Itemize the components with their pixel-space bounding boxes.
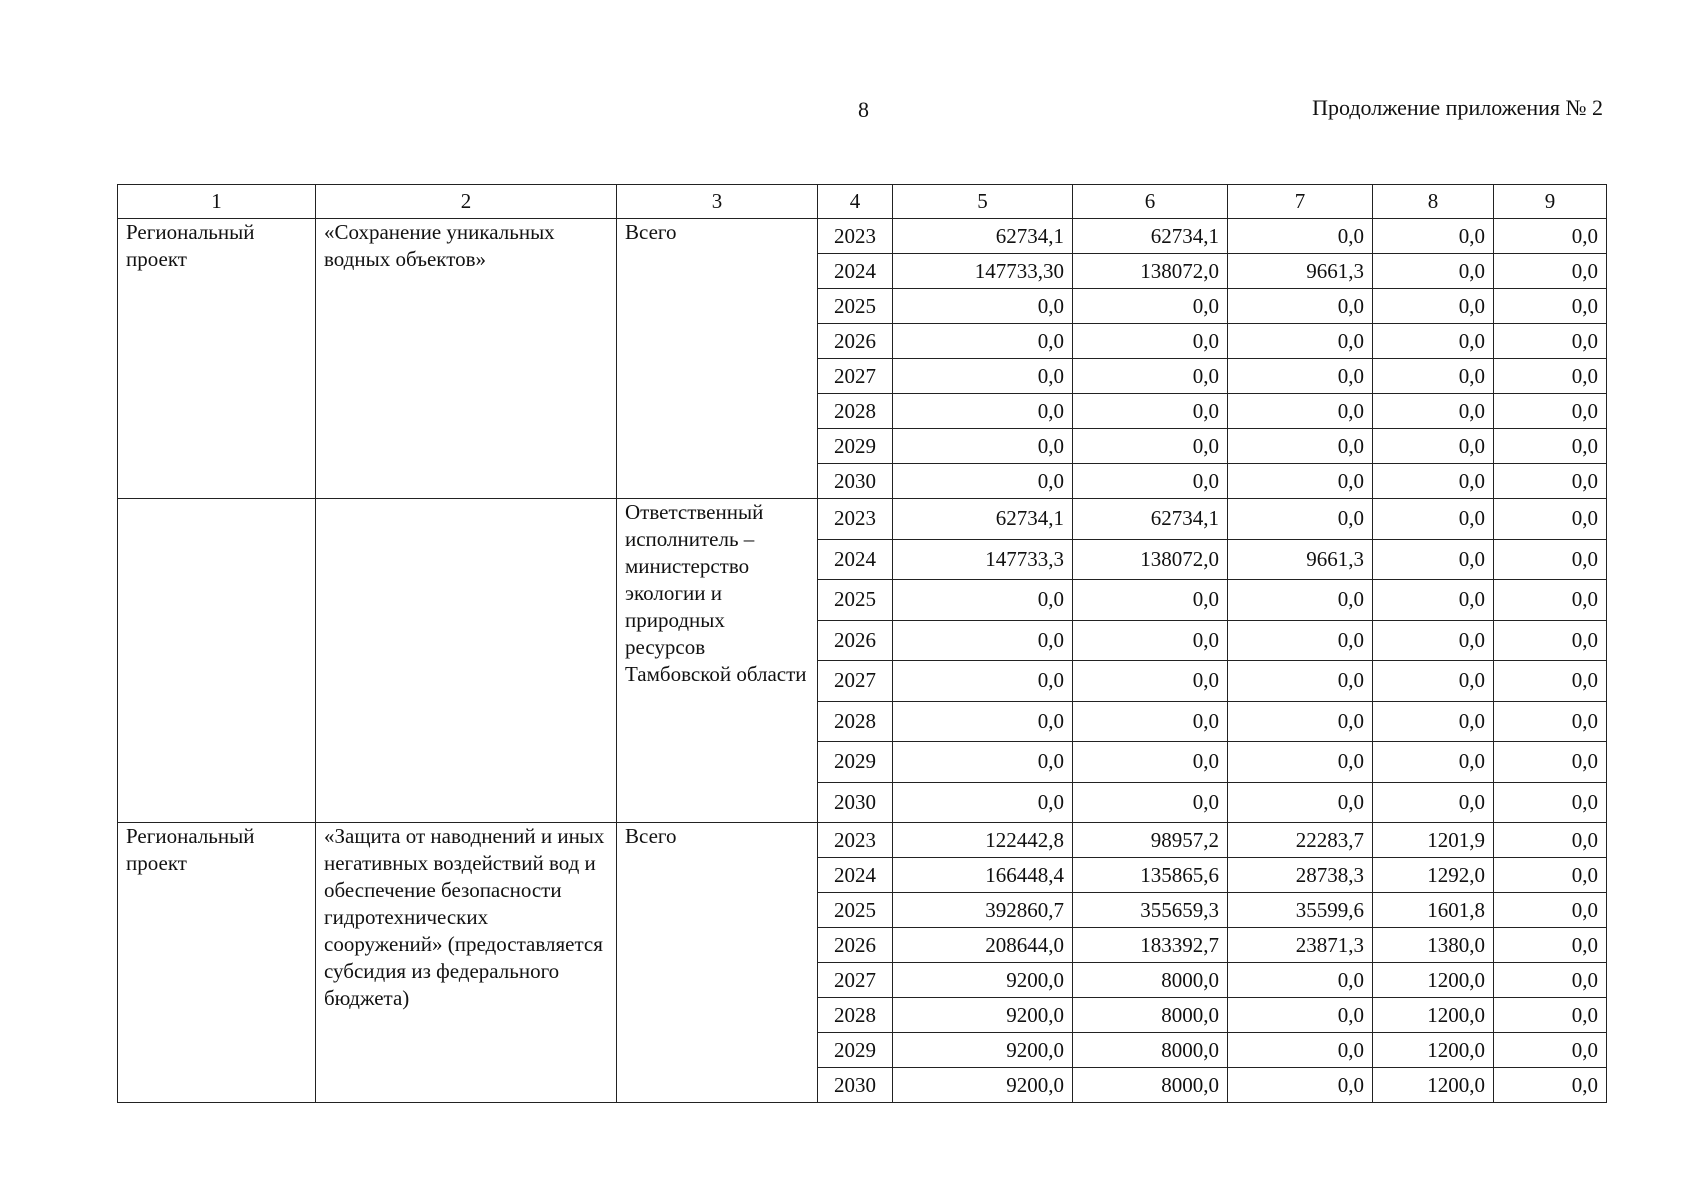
amount-cell: 0,0 xyxy=(1228,742,1373,783)
amount-cell: 35599,6 xyxy=(1228,893,1373,928)
funding-source-cell: Всего xyxy=(617,219,818,499)
amount-cell: 0,0 xyxy=(1228,1033,1373,1068)
amount-cell: 392860,7 xyxy=(893,893,1073,928)
amount-cell: 62734,1 xyxy=(893,499,1073,540)
funding-source-cell: Всего xyxy=(617,823,818,1103)
amount-cell: 0,0 xyxy=(1494,289,1607,324)
funding-source-cell: Ответственный исполнитель – министерство экологии и природных ресурсов Тамбовской области xyxy=(617,499,818,823)
section-type-cell: Региональный проект xyxy=(118,823,316,1103)
year-cell: 2025 xyxy=(818,580,893,621)
amount-cell: 0,0 xyxy=(893,429,1073,464)
amount-cell: 0,0 xyxy=(1373,359,1494,394)
column-header: 6 xyxy=(1073,185,1228,219)
amount-cell: 0,0 xyxy=(1073,701,1228,742)
year-cell: 2023 xyxy=(818,499,893,540)
amount-cell: 28738,3 xyxy=(1228,858,1373,893)
column-header: 8 xyxy=(1373,185,1494,219)
amount-cell: 0,0 xyxy=(1373,782,1494,823)
column-header: 5 xyxy=(893,185,1073,219)
amount-cell: 0,0 xyxy=(893,782,1073,823)
amount-cell: 0,0 xyxy=(1228,701,1373,742)
amount-cell: 183392,7 xyxy=(1073,928,1228,963)
amount-cell: 0,0 xyxy=(1228,620,1373,661)
amount-cell: 0,0 xyxy=(1073,394,1228,429)
amount-cell: 0,0 xyxy=(1228,289,1373,324)
amount-cell: 0,0 xyxy=(1073,580,1228,621)
amount-cell: 147733,30 xyxy=(893,254,1073,289)
section-type-cell: Региональный проект xyxy=(118,219,316,499)
amount-cell: 0,0 xyxy=(1228,782,1373,823)
year-cell: 2024 xyxy=(818,858,893,893)
amount-cell: 0,0 xyxy=(1494,1068,1607,1103)
page-number: 8 xyxy=(858,97,869,122)
amount-cell: 0,0 xyxy=(1228,499,1373,540)
amount-cell: 8000,0 xyxy=(1073,1033,1228,1068)
amount-cell: 0,0 xyxy=(1228,661,1373,702)
column-header: 9 xyxy=(1494,185,1607,219)
year-cell: 2026 xyxy=(818,324,893,359)
amount-cell: 0,0 xyxy=(1494,661,1607,702)
amount-cell: 0,0 xyxy=(1494,219,1607,254)
amount-cell: 0,0 xyxy=(893,289,1073,324)
amount-cell: 0,0 xyxy=(1494,893,1607,928)
project-name-cell: «Сохранение уникальных водных объектов» xyxy=(316,219,617,499)
amount-cell: 0,0 xyxy=(1494,620,1607,661)
amount-cell: 0,0 xyxy=(1373,464,1494,499)
amount-cell: 1200,0 xyxy=(1373,998,1494,1033)
year-cell: 2029 xyxy=(818,742,893,783)
year-cell: 2030 xyxy=(818,782,893,823)
amount-cell: 0,0 xyxy=(1494,429,1607,464)
year-cell: 2027 xyxy=(818,359,893,394)
amount-cell: 0,0 xyxy=(1073,289,1228,324)
amount-cell: 1201,9 xyxy=(1373,823,1494,858)
amount-cell: 9661,3 xyxy=(1228,539,1373,580)
amount-cell: 98957,2 xyxy=(1073,823,1228,858)
amount-cell: 0,0 xyxy=(1373,701,1494,742)
amount-cell: 0,0 xyxy=(1494,539,1607,580)
amount-cell: 0,0 xyxy=(1228,464,1373,499)
amount-cell: 0,0 xyxy=(1073,620,1228,661)
amount-cell: 0,0 xyxy=(1228,359,1373,394)
amount-cell: 0,0 xyxy=(1073,429,1228,464)
amount-cell: 0,0 xyxy=(1073,782,1228,823)
amount-cell: 1292,0 xyxy=(1373,858,1494,893)
amount-cell: 0,0 xyxy=(1228,429,1373,464)
project-name-cell xyxy=(316,499,617,823)
amount-cell: 0,0 xyxy=(1373,661,1494,702)
amount-cell: 166448,4 xyxy=(893,858,1073,893)
amount-cell: 138072,0 xyxy=(1073,254,1228,289)
amount-cell: 0,0 xyxy=(893,742,1073,783)
amount-cell: 9200,0 xyxy=(893,1033,1073,1068)
amount-cell: 0,0 xyxy=(893,324,1073,359)
amount-cell: 1200,0 xyxy=(1373,1068,1494,1103)
year-cell: 2025 xyxy=(818,893,893,928)
amount-cell: 0,0 xyxy=(893,580,1073,621)
amount-cell: 0,0 xyxy=(1373,499,1494,540)
amount-cell: 0,0 xyxy=(1373,539,1494,580)
amount-cell: 0,0 xyxy=(1494,359,1607,394)
year-cell: 2028 xyxy=(818,998,893,1033)
column-header: 4 xyxy=(818,185,893,219)
amount-cell: 0,0 xyxy=(1073,742,1228,783)
amount-cell: 0,0 xyxy=(893,701,1073,742)
amount-cell: 208644,0 xyxy=(893,928,1073,963)
year-cell: 2029 xyxy=(818,429,893,464)
budget-table xyxy=(117,184,1607,1103)
header-row xyxy=(118,185,1607,219)
amount-cell: 62734,1 xyxy=(1073,219,1228,254)
amount-cell: 0,0 xyxy=(1494,324,1607,359)
amount-cell: 0,0 xyxy=(1494,963,1607,998)
amount-cell: 0,0 xyxy=(1373,254,1494,289)
amount-cell: 0,0 xyxy=(893,620,1073,661)
year-cell: 2028 xyxy=(818,701,893,742)
amount-cell: 9200,0 xyxy=(893,1068,1073,1103)
table-body xyxy=(118,219,1607,1103)
year-cell: 2030 xyxy=(818,464,893,499)
amount-cell: 0,0 xyxy=(1073,324,1228,359)
amount-cell: 355659,3 xyxy=(1073,893,1228,928)
amount-cell: 0,0 xyxy=(1373,324,1494,359)
amount-cell: 1380,0 xyxy=(1373,928,1494,963)
amount-cell: 0,0 xyxy=(1228,1068,1373,1103)
amount-cell: 0,0 xyxy=(893,359,1073,394)
year-cell: 2028 xyxy=(818,394,893,429)
amount-cell: 138072,0 xyxy=(1073,539,1228,580)
year-cell: 2023 xyxy=(818,823,893,858)
year-cell: 2029 xyxy=(818,1033,893,1068)
amount-cell: 0,0 xyxy=(1073,661,1228,702)
column-header: 1 xyxy=(118,185,316,219)
amount-cell: 0,0 xyxy=(1494,464,1607,499)
amount-cell: 0,0 xyxy=(1494,394,1607,429)
year-cell: 2027 xyxy=(818,963,893,998)
amount-cell: 0,0 xyxy=(1373,620,1494,661)
table-row xyxy=(118,499,1607,540)
column-header: 3 xyxy=(617,185,818,219)
year-cell: 2023 xyxy=(818,219,893,254)
amount-cell: 1601,8 xyxy=(1373,893,1494,928)
amount-cell: 23871,3 xyxy=(1228,928,1373,963)
amount-cell: 62734,1 xyxy=(893,219,1073,254)
amount-cell: 0,0 xyxy=(1228,963,1373,998)
year-cell: 2026 xyxy=(818,928,893,963)
amount-cell: 9200,0 xyxy=(893,998,1073,1033)
amount-cell: 0,0 xyxy=(1228,998,1373,1033)
amount-cell: 1200,0 xyxy=(1373,1033,1494,1068)
amount-cell: 0,0 xyxy=(1494,998,1607,1033)
year-cell: 2030 xyxy=(818,1068,893,1103)
amount-cell: 0,0 xyxy=(1494,823,1607,858)
amount-cell: 0,0 xyxy=(1073,359,1228,394)
amount-cell: 0,0 xyxy=(1373,580,1494,621)
amount-cell: 0,0 xyxy=(1373,429,1494,464)
amount-cell: 8000,0 xyxy=(1073,963,1228,998)
column-header: 2 xyxy=(316,185,617,219)
amount-cell: 0,0 xyxy=(1494,499,1607,540)
amount-cell: 0,0 xyxy=(1494,782,1607,823)
amount-cell: 122442,8 xyxy=(893,823,1073,858)
amount-cell: 0,0 xyxy=(1494,254,1607,289)
amount-cell: 0,0 xyxy=(1373,219,1494,254)
table-row xyxy=(118,219,1607,254)
amount-cell: 0,0 xyxy=(1494,1033,1607,1068)
amount-cell: 8000,0 xyxy=(1073,1068,1228,1103)
table-row xyxy=(118,823,1607,858)
column-header: 7 xyxy=(1228,185,1373,219)
amount-cell: 0,0 xyxy=(1373,742,1494,783)
amount-cell: 0,0 xyxy=(893,464,1073,499)
appendix-continuation-label: Продолжение приложения № 2 xyxy=(1312,95,1603,120)
amount-cell: 0,0 xyxy=(1494,580,1607,621)
year-cell: 2024 xyxy=(818,254,893,289)
section-type-cell xyxy=(118,499,316,823)
amount-cell: 9200,0 xyxy=(893,963,1073,998)
amount-cell: 8000,0 xyxy=(1073,998,1228,1033)
amount-cell: 0,0 xyxy=(1494,742,1607,783)
amount-cell: 22283,7 xyxy=(1228,823,1373,858)
amount-cell: 62734,1 xyxy=(1073,499,1228,540)
amount-cell: 135865,6 xyxy=(1073,858,1228,893)
project-name-cell: «Защита от наводнений и иных негативных воздействий вод и обеспечение безопасности гидротехнических сооружений» (предоставляется субсидия из федерального бюджета) xyxy=(316,823,617,1103)
amount-cell: 0,0 xyxy=(1228,219,1373,254)
amount-cell: 9661,3 xyxy=(1228,254,1373,289)
amount-cell: 1200,0 xyxy=(1373,963,1494,998)
amount-cell: 147733,3 xyxy=(893,539,1073,580)
amount-cell: 0,0 xyxy=(1494,928,1607,963)
amount-cell: 0,0 xyxy=(1494,701,1607,742)
year-cell: 2024 xyxy=(818,539,893,580)
amount-cell: 0,0 xyxy=(1228,580,1373,621)
amount-cell: 0,0 xyxy=(893,661,1073,702)
amount-cell: 0,0 xyxy=(1228,324,1373,359)
amount-cell: 0,0 xyxy=(893,394,1073,429)
amount-cell: 0,0 xyxy=(1228,394,1373,429)
year-cell: 2026 xyxy=(818,620,893,661)
year-cell: 2027 xyxy=(818,661,893,702)
amount-cell: 0,0 xyxy=(1073,464,1228,499)
amount-cell: 0,0 xyxy=(1494,858,1607,893)
amount-cell: 0,0 xyxy=(1373,289,1494,324)
year-cell: 2025 xyxy=(818,289,893,324)
amount-cell: 0,0 xyxy=(1373,394,1494,429)
